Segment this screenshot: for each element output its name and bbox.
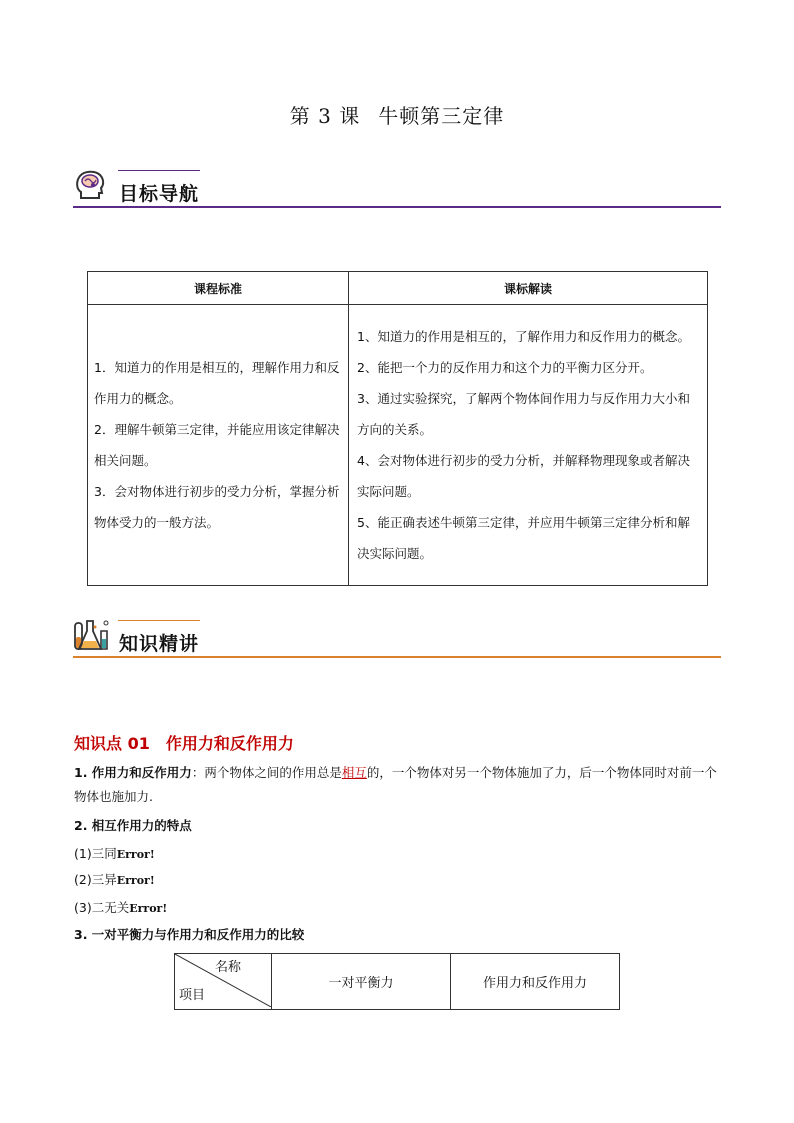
document-title bbox=[0, 100, 794, 129]
item-label: (1)三同 bbox=[74, 846, 117, 861]
lesson-topic: 牛顿第三定律 bbox=[378, 104, 505, 128]
knowledge-section-title: 知识精讲 bbox=[119, 633, 200, 655]
subheading-characteristics: 2. 相互作用力的特点 bbox=[74, 818, 192, 833]
interpretation-item: 1、知道力的作用是相互的，了解作用力和反作用力的概念。 bbox=[357, 329, 690, 344]
standards-header-left: 课程标准 bbox=[88, 272, 349, 305]
highlight-mutual: 相互 bbox=[341, 765, 367, 780]
interpretation-item: 4、会对物体进行初步的受力分析，并解释物理现象或者解决实际问题。 bbox=[357, 453, 690, 499]
col-action-reaction: 作用力和反作用力 bbox=[451, 954, 620, 1010]
goals-header-top-line bbox=[118, 170, 200, 171]
list-item bbox=[74, 842, 724, 867]
item-label: (3)二无关 bbox=[74, 900, 130, 915]
paragraph-definition bbox=[74, 761, 724, 809]
comparison-table bbox=[174, 953, 620, 1010]
standard-item: 3．会对物体进行初步的受力分析，掌握分析物体受力的一般方法。 bbox=[94, 484, 340, 530]
standard-item: 1．知道力的作用是相互的，理解作用力和反作用力的概念。 bbox=[94, 360, 340, 406]
error-field: Error! bbox=[129, 902, 168, 915]
interpretation-item: 3、通过实验探究，了解两个物体间作用力与反作用力大小和方向的关系。 bbox=[357, 391, 690, 437]
list-item bbox=[74, 896, 724, 921]
definition-term: 1. 作用力和反作用力 bbox=[74, 765, 192, 780]
standards-right-cell bbox=[349, 305, 708, 586]
brain-head-icon bbox=[73, 168, 109, 204]
standard-item: 2．理解牛顿第三定律，并能应用该定律解决相关问题。 bbox=[94, 422, 340, 468]
lesson-number: 第 3 课 bbox=[289, 104, 361, 128]
knowledge-point-title: 作用力和反作用力 bbox=[165, 734, 294, 753]
standards-left-cell bbox=[88, 305, 349, 586]
error-field: Error! bbox=[116, 874, 155, 887]
subheading-comparison: 3. 一对平衡力与作用力和反作用力的比较 bbox=[74, 927, 305, 942]
interpretation-item: 2、能把一个力的反作用力和这个力的平衡力区分开。 bbox=[357, 360, 653, 375]
knowledge-header-underline bbox=[73, 656, 721, 658]
standards-table bbox=[87, 271, 708, 586]
lab-flask-icon bbox=[71, 617, 111, 655]
knowledge-header-top-line bbox=[118, 620, 200, 621]
col-balanced-forces: 一对平衡力 bbox=[272, 954, 451, 1010]
knowledge-point-heading bbox=[74, 731, 294, 754]
diagonal-header-cell bbox=[175, 954, 272, 1010]
diag-label-name: 名称 bbox=[214, 960, 241, 975]
interpretation-item: 5、能正确表述牛顿第三定律，并应用牛顿第三定律分析和解决实际问题。 bbox=[357, 515, 690, 561]
definition-text: ：两个物体之间的作用总是 bbox=[191, 765, 342, 780]
item-label: (2)三异 bbox=[74, 872, 117, 887]
diag-label-item: 项目 bbox=[179, 988, 206, 1003]
goals-header-underline bbox=[73, 206, 721, 208]
definition-text-cont: 的，一个物体对另一个物体施加了力，后一个物体同时对前一个物体也施加力. bbox=[74, 765, 717, 804]
knowledge-point-label: 知识点 01 bbox=[74, 734, 150, 753]
standards-header-right: 课标解读 bbox=[349, 272, 708, 305]
list-item bbox=[74, 868, 724, 893]
error-field: Error! bbox=[116, 848, 155, 861]
goals-section-title: 目标导航 bbox=[119, 183, 200, 205]
